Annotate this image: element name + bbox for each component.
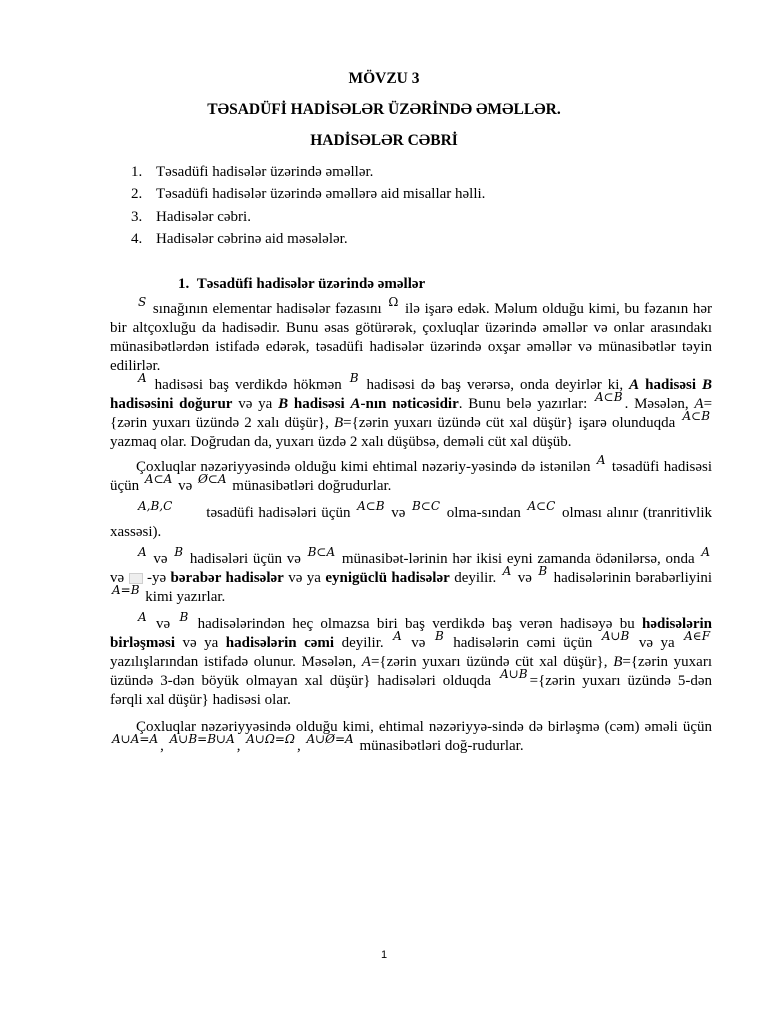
math-A-subset-B: A⊂B [595, 390, 623, 404]
comma: , [236, 738, 241, 754]
paragraph-sample-space [110, 295, 712, 376]
bold-A: A [629, 377, 640, 393]
bold-B: B [702, 377, 713, 393]
topic-heading: MÖVZU 3 [348, 70, 420, 87]
text-run: hadisəsi də baş verərsə, onda deyirlər ki, [366, 377, 624, 393]
text-run: ={zərin yuxarı üzündə cüt xal düşür} işarə olunduqda [343, 415, 676, 431]
math-omega: Ω [388, 295, 399, 309]
bold-A: A [350, 396, 361, 412]
text-run: və [411, 635, 426, 651]
math-A-in-F: A∈F [684, 629, 711, 643]
text-run: münasibət-lərinin hər ikisi eyni zamanda ödənilərsə, onda [341, 551, 695, 567]
text-run: Çoxluqlar nəzəriyyəsində olduğu kimi, ehtimal nəzəriyyə-sində də birləşmə (cəm) əməli üçün [136, 719, 712, 735]
math-A-union-empty: A∪Ø=A [306, 732, 354, 746]
math-A-union-A: A∪A=A [112, 732, 159, 746]
text-run: Çoxluqlar nəzəriyyəsində olduğu kimi ehtimal nəzəriy-yəsində də istənilən [136, 459, 591, 475]
math-B: B [538, 564, 548, 578]
text-run: . Bunu belə yazırlar: [458, 396, 588, 412]
section-number: 1. [178, 276, 190, 292]
page-number: 1 [380, 949, 388, 961]
math-A: A [138, 610, 147, 624]
text-run: kimi yazırlar. [145, 589, 226, 605]
bold-term: hadisələrin cəmi [225, 635, 335, 651]
outline-item-text: Hadisələr cəbri. [156, 208, 251, 225]
text-run: və [110, 570, 125, 586]
math-A-subset-B: A⊂B [357, 499, 385, 513]
math-A-union-B: A∪B [601, 629, 630, 643]
text-run: hadisəsi [645, 377, 697, 393]
outline-item-text: Təsadüfi hadisələr üzərində əməllərə aid misallar həlli. [156, 186, 486, 203]
outline-item-number: 2. [131, 186, 143, 203]
math-A-equals-B: A=B [112, 583, 140, 597]
math-A: A [502, 564, 512, 578]
math-B: B [179, 610, 189, 624]
title-line-1: TƏSADÜFİ HADİSƏLƏR ÜZƏRİNDƏ ƏMƏLLƏR. [207, 101, 561, 118]
math-union-commutative: A∪B=B∪A [169, 732, 235, 746]
italic-A: A [361, 654, 371, 670]
math-A-union-B: A∪B [500, 667, 528, 681]
topic-outline [131, 161, 485, 250]
text-run: ={zərin yuxarı üzündə 2 xalı düşür}, [110, 396, 713, 431]
text-run: yazmaq olar. Doğrudan da, yuxarı üzdə 2 xalı düşübsə, deməli cüt xal düşüb. [110, 434, 572, 450]
paragraph-implication [110, 371, 713, 452]
text-run: deyilir. [341, 635, 384, 651]
text-run: olması alınır (tranritivlik xassəsi). [110, 505, 712, 540]
comma: , [296, 738, 301, 754]
math-B-subset-C: B⊂C [412, 499, 441, 513]
math-B-subset-A: B⊂A [307, 545, 336, 559]
paragraph-reflexive [110, 453, 713, 496]
section-title: Təsadüfi hadisələr üzərində əməllər [196, 276, 426, 292]
paragraph-equal-events [110, 545, 713, 607]
text-run: və [155, 616, 171, 632]
text-run: təsadüfi hadisəsi üçün [110, 459, 713, 494]
title-line-2: HADİSƏLƏR CƏBRİ [310, 132, 458, 149]
math-B: B [174, 545, 184, 559]
text-run: və ya [238, 396, 273, 412]
text-run: ={zərin yuxarı üzündə cüt xal düşür}, [370, 654, 608, 670]
text-run: və ya [288, 570, 321, 586]
text-run: və [178, 478, 193, 494]
math-A-subset-B: A⊂B [682, 409, 711, 423]
outline-item [131, 183, 485, 205]
comma: , [160, 738, 164, 754]
outline-item-number: 3. [131, 208, 143, 225]
text-run: ilə işarə edək. Məlum olduğu kimi, bu fəzanın hər bir altçoxluğu da hadisədir. Bunu əsas götürərək, çoxluqlar üzərində əməllər və onlar arasındakı münasibətlərdən istifadə edərək, təsadüfi hadisələr üzərində oxşar əməllər və münasibətlər təyin edilirlər. [110, 301, 712, 374]
section-heading [178, 276, 425, 293]
italic-A: A [694, 396, 704, 412]
text-run: ={zərin yuxarı üzündə 5-dən fərqli xal düşür} hadisəsi olar. [110, 673, 713, 708]
outline-item-number: 4. [131, 230, 143, 247]
text-run: və [153, 551, 168, 567]
math-B: B [434, 629, 444, 643]
text-run: və [517, 570, 532, 586]
italic-B: B [334, 415, 344, 431]
text-run: hadisəsi [293, 396, 345, 412]
paragraph-union [110, 610, 713, 710]
math-A: A [596, 453, 606, 467]
bold-term: bərabər hadisələr [170, 570, 284, 586]
paragraph-transitive [110, 499, 712, 542]
text-run: hadisəsi baş verdikdə hökmən [154, 377, 342, 393]
text-run: hadisələrin cəmi üçün [453, 635, 593, 651]
text-run: təsadüfi hadisələri üçün [206, 505, 351, 521]
math-A-union-omega: A∪Ω=Ω [246, 732, 295, 746]
text-run: -nın nəticəsidir [360, 396, 459, 412]
text-run: hadisələrindən heç olmazsa biri baş verdikdə baş verən hadisəyə bu [197, 616, 635, 632]
text-run: deyilir. [454, 570, 497, 586]
outline-item-text: Təsadüfi hadisələr üzərində əməllər. [156, 164, 374, 180]
bold-B: B [278, 396, 289, 412]
text-run: münasibətləri doğrudurlar. [232, 478, 392, 494]
math-A-subset-A: A⊂A [144, 472, 173, 486]
outline-item-text: Hadisələr cəbrinə aid məsələlər. [156, 230, 348, 247]
text-run: olma-sından [446, 505, 521, 521]
bold-term: hədisələrin birləşməsi [110, 616, 713, 651]
text-run: sınağının elementar hadisələr fəzasını [152, 301, 382, 317]
paragraph-union-properties [110, 718, 712, 756]
outline-item [131, 228, 485, 250]
text-run: və [391, 505, 406, 521]
text-run: və ya [182, 635, 219, 651]
text-run: münasibətləri doğ-rudurlar. [359, 738, 524, 754]
outline-item [131, 206, 485, 228]
text-run: . Məsələn, [624, 396, 689, 412]
bold-term: eynigüclü hadisələr [325, 570, 450, 586]
text-run: və ya [638, 635, 675, 651]
italic-B: B [613, 654, 623, 670]
text-run: hadisələri üçün və [189, 551, 301, 567]
math-empty-subset-A: Ø⊂A [197, 472, 227, 486]
body-text [110, 295, 713, 756]
math-A: A [138, 545, 147, 559]
outline-item [131, 161, 485, 183]
text-run: hadisələrinin bərabərliyini [553, 570, 713, 586]
math-A: A [701, 545, 711, 559]
math-S: S [138, 295, 147, 309]
math-B: B [349, 371, 359, 385]
math-A-subset-C: A⊂C [527, 499, 556, 513]
math-A: A [393, 629, 402, 643]
text-run: -yə [146, 570, 167, 586]
outline-item-number: 1. [131, 164, 143, 180]
text-run: ={zərin yuxarı üzündə 3-dən böyük olmayan xal düşür} hadisələri olduqda [110, 654, 712, 689]
text-run: hadisəsini doğurur [110, 396, 233, 412]
math-A-B-C: A,B,C [138, 499, 173, 513]
math-A: A [138, 371, 147, 385]
text-run: yazılışlarından istifadə olunur. Məsələn, [110, 654, 357, 670]
